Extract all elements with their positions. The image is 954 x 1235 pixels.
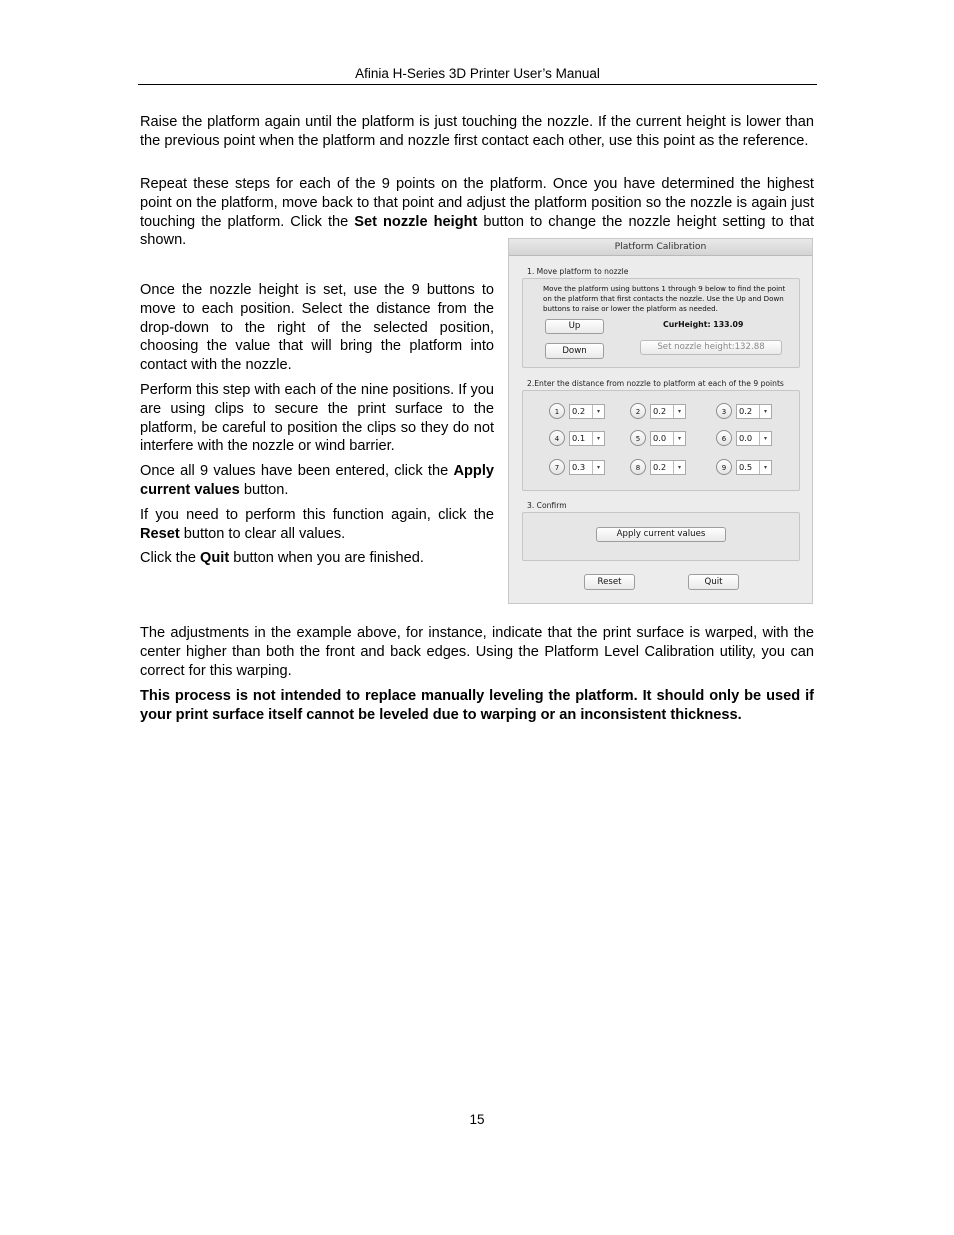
paragraph-text: If you need to perform this function again, click the	[140, 507, 494, 523]
apply-current-values-button[interactable]: Apply current values	[596, 527, 726, 542]
paragraph-nozzle-height-set: Once the nozzle height is set, use the 9 buttons to move to each position. Select the distance from the drop-down to the right of the selected position, choosing the value that will bring the platform into contact with the nozzle.	[140, 282, 494, 374]
point-5-distance-value: 0.0	[653, 433, 667, 443]
point-2-button[interactable]: 2	[630, 403, 646, 419]
chevron-down-icon[interactable]: ▾	[592, 461, 604, 474]
paragraph-warning: This process is not intended to replace manually leveling the platform. It should only be used if your print surface itself cannot be leveled due to warping or an inconsistent thickness.	[140, 688, 814, 723]
point-6-distance-value: 0.0	[739, 433, 753, 443]
point-1-control	[549, 403, 609, 421]
chevron-down-icon[interactable]: ▾	[673, 432, 685, 445]
header-rule	[138, 84, 817, 85]
point-9-control	[716, 459, 776, 477]
running-header: Afinia H-Series 3D Printer User’s Manual	[355, 66, 600, 81]
bold-term: Apply current values	[140, 463, 494, 498]
point-3-button[interactable]: 3	[716, 403, 732, 419]
bold-term: Quit	[200, 550, 230, 566]
paragraph-quit	[140, 549, 494, 568]
point-9-distance-value: 0.5	[739, 462, 753, 472]
bold-term: Set nozzle height	[354, 213, 478, 230]
paragraph-nine-positions: Perform this step with each of the nine positions. If you are using clips to secure the print surface to the platform, be careful to position the clips so they do not interfere with the nozzle or wind barrier.	[140, 382, 494, 455]
section-move-label: 1. Move platform to nozzle	[527, 267, 629, 276]
section-confirm-label: 3. Confirm	[527, 501, 567, 510]
point-8-control	[630, 459, 690, 477]
paragraph-text: button to change the nozzle height setting to that shown.	[140, 213, 814, 249]
point-9-distance-select[interactable]	[736, 460, 772, 475]
current-height-readout: CurHeight: 133.09	[663, 320, 744, 329]
point-6-button[interactable]: 6	[716, 430, 732, 446]
down-button[interactable]: Down	[545, 343, 604, 359]
move-instructions: Move the platform using buttons 1 through 9 below to find the point on the platform that first contacts the nozzle. Use the Up and Down buttons to raise or lower the platform as needed.	[543, 284, 786, 313]
point-1-distance-value: 0.2	[572, 406, 586, 416]
chevron-down-icon[interactable]: ▾	[673, 405, 685, 418]
point-6-control	[716, 430, 776, 448]
paragraph-text: button when you are finished.	[229, 550, 424, 566]
point-4-control	[549, 430, 609, 448]
point-8-distance-select[interactable]	[650, 460, 686, 475]
paragraph-text: button.	[239, 481, 289, 498]
dialog-title: Platform Calibration	[509, 239, 812, 256]
paragraph-reset	[140, 506, 494, 544]
chevron-down-icon[interactable]: ▾	[759, 405, 771, 418]
point-3-distance-value: 0.2	[739, 406, 753, 416]
chevron-down-icon[interactable]: ▾	[673, 461, 685, 474]
reset-button[interactable]: Reset	[584, 574, 635, 590]
bold-term: Reset	[140, 525, 180, 542]
point-7-button[interactable]: 7	[549, 459, 565, 475]
point-4-distance-value: 0.1	[572, 433, 586, 443]
set-nozzle-height-button[interactable]: Set nozzle height:132.88	[640, 340, 782, 355]
point-5-button[interactable]: 5	[630, 430, 646, 446]
point-8-button[interactable]: 8	[630, 459, 646, 475]
point-7-distance-select[interactable]	[569, 460, 605, 475]
page-number: 15	[469, 1112, 485, 1127]
point-4-distance-select[interactable]	[569, 431, 605, 446]
paragraph-warping-example: The adjustments in the example above, for instance, indicate that the print surface is warped, with the center higher than both the front and back edges. Using the Platform Level Calibration utility, you can correct for this warping.	[140, 625, 814, 679]
up-button[interactable]: Up	[545, 319, 604, 334]
chevron-down-icon[interactable]: ▾	[759, 432, 771, 445]
point-1-distance-select[interactable]	[569, 404, 605, 419]
section-distance-label: 2.Enter the distance from nozzle to platform at each of the 9 points	[527, 379, 784, 388]
chevron-down-icon[interactable]: ▾	[592, 405, 604, 418]
chevron-down-icon[interactable]: ▾	[592, 432, 604, 445]
point-3-control	[716, 403, 776, 421]
paragraph-apply-values	[140, 462, 494, 500]
point-3-distance-select[interactable]	[736, 404, 772, 419]
point-8-distance-value: 0.2	[653, 462, 667, 472]
paragraph-raise-platform: Raise the platform again until the platform is just touching the nozzle. If the current height is lower than the previous point when the platform and nozzle first contact each other, use this point as the reference.	[140, 114, 814, 149]
point-4-button[interactable]: 4	[549, 430, 565, 446]
point-6-distance-select[interactable]	[736, 431, 772, 446]
point-1-button[interactable]: 1	[549, 403, 565, 419]
point-7-distance-value: 0.3	[572, 462, 586, 472]
point-7-control	[549, 459, 609, 477]
point-5-control	[630, 430, 690, 448]
paragraph-text: Click the	[140, 550, 201, 566]
chevron-down-icon[interactable]: ▾	[759, 461, 771, 474]
paragraph-text: Once all 9 values have been entered, click the	[140, 463, 454, 479]
point-2-control	[630, 403, 690, 421]
platform-calibration-dialog	[508, 238, 813, 604]
point-2-distance-value: 0.2	[653, 406, 667, 416]
paragraph-text: Repeat these steps for each of the 9 points on the platform. Once you have determined the highest point on the platform, move back to that point and adjust the platform position so the nozzle is again just touching the platform. Click the	[140, 176, 814, 230]
distance-points-group	[522, 390, 800, 491]
paragraph-text: button to clear all values.	[179, 525, 346, 542]
point-9-button[interactable]: 9	[716, 459, 732, 475]
point-5-distance-select[interactable]	[650, 431, 686, 446]
quit-button[interactable]: Quit	[688, 574, 739, 590]
point-2-distance-select[interactable]	[650, 404, 686, 419]
